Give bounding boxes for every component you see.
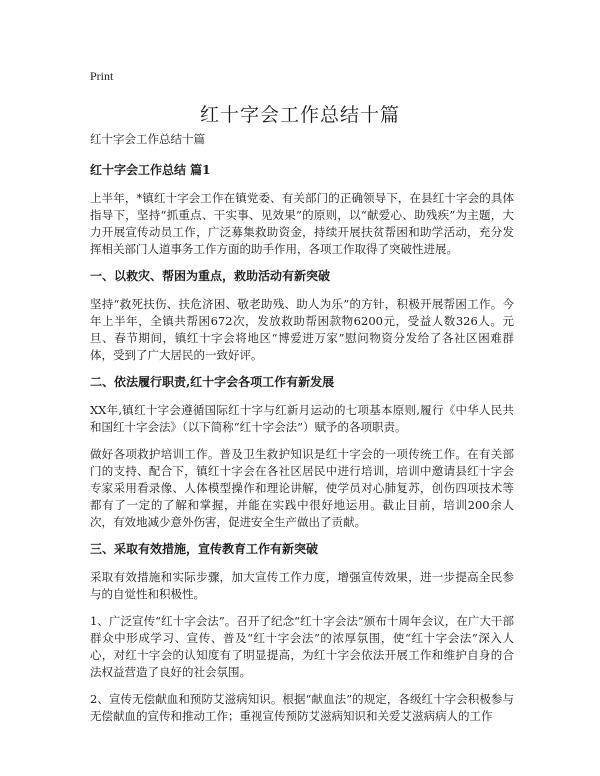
paragraph-5: 1、广泛宣传“红十字会法”。召开了纪念“红十字会法”颁布十周年会议，在广大干部群众中形成学习、宣传、普及“红十字会法”的浓厚氛围，使“红十字会法”深入人心，对红十字会的认知度有了明显提高，为红十字会依法开展工作和维护自身的合法权益营造了良好的社会氛围。 xyxy=(90,614,514,679)
document-subtitle: 红十字会工作总结十篇 xyxy=(90,132,205,146)
section-heading: 红十字会工作总结 篇1 xyxy=(90,163,211,177)
heading-1: 一、以救灾、帮困为重点，救助活动有新突破 xyxy=(90,269,331,283)
heading-2: 二、依法履行职责,红十字会各项工作有新发展 xyxy=(90,375,335,389)
document-title: 红十字会工作总结十篇 xyxy=(199,104,400,126)
document-body xyxy=(90,131,514,735)
paragraph-4: 采取有效措施和实际步骤，加大宣传工作力度，增强宣传效果，进一步提高全民参与的自觉性和积极性。 xyxy=(90,570,514,601)
paragraph-1: 坚持“救死扶伤、扶危济困、敬老助残、助人为乐”的方针，积极开展帮困工作。今年上半年，全镇共帮困672次，发放救助帮困款物6200元，受益人数326人。元旦、春节期间，镇红十字会将地区“博爱进万家”慰问物资分发给了各社区困难群体，受到了广大居民的一致好评。 xyxy=(90,297,514,362)
paragraph-6: 2、宣传无偿献血和预防艾滋病知识。根据“献血法”的规定，各级红十字会积极参与无偿献血的宣传和推动工作；重视宣传预防艾滋病知识和关爱艾滋病病人的工作 xyxy=(90,692,514,723)
print-link[interactable]: Print xyxy=(90,69,114,83)
heading-3: 三、采取有效措施，宣传教育工作有新突破 xyxy=(90,542,319,556)
intro-paragraph: 上半年，*镇红十字会工作在镇党委、有关部门的正确领导下，在县红十字会的具体指导下，坚持“抓重点、干实事、见效果”的原则，以“献爱心、助残疾”为主题，大力开展宣传动员工作，广泛募集救助资金，持续开展扶贫帮困和助学活动，充分发挥相关部门人道事务工作方面的助手作用，各项工作取得了突破性进展。 xyxy=(90,191,514,256)
paragraph-2: XX年,镇红十字会遵循国际红十字与红新月运动的七项基本原则,履行《中华人民共和国红十字会法》（以下简称“红十字会法”）赋予的各项职责。 xyxy=(90,403,514,434)
paragraph-3: 做好各项救护培训工作。普及卫生救护知识是红十字会的一项传统工作。在有关部门的支持、配合下，镇红十字会在各社区居民中进行培训，培训中邀请县红十字会专家采用看录像、人体模型操作和理论讲解，使学员对心肺复苏，创伤四项技术等都有了一定的了解和掌握，并能在实践中很好地运用。截止目前，培训200余人次，有效地减少意外伤害，促进安全生产做出了贡献。 xyxy=(90,447,514,529)
